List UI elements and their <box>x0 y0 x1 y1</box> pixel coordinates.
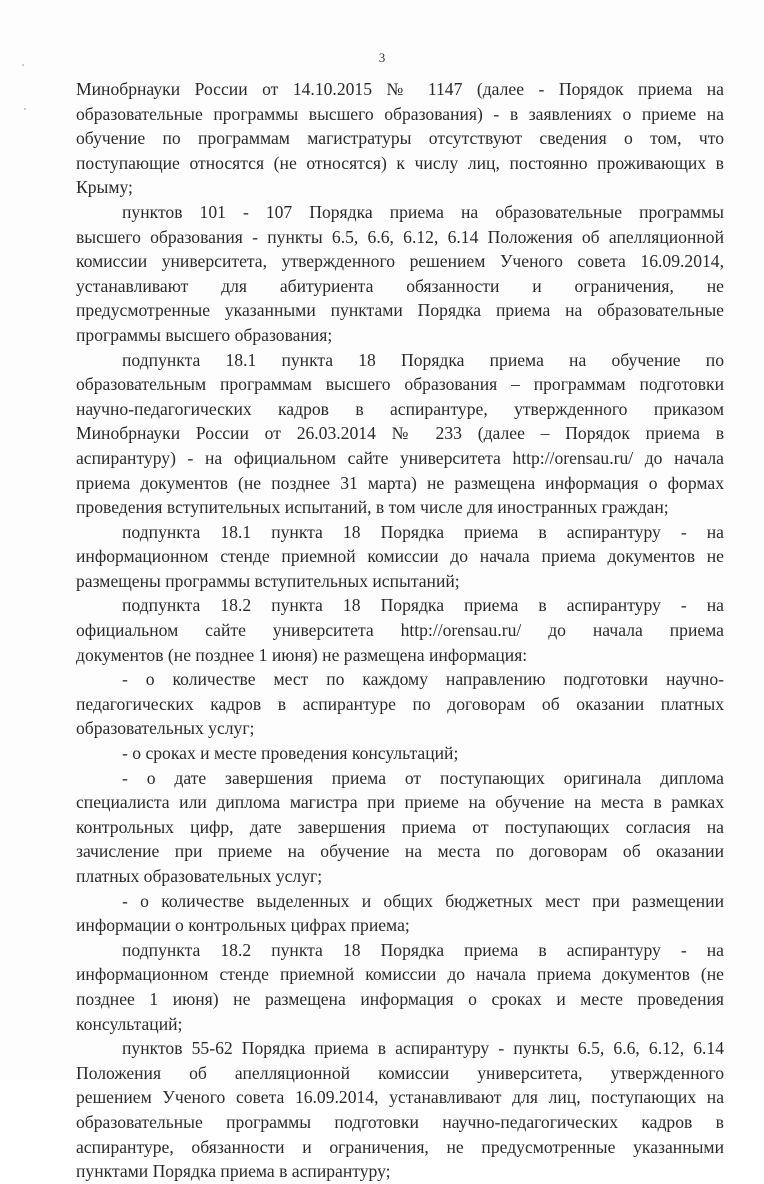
text-line: научно-педагогических кадров в аспирантуре, утвержденного приказом <box>76 398 724 419</box>
scan-speck <box>24 108 26 110</box>
text-line: информационном стенде приемной комиссии до начала приема документов не <box>76 546 724 567</box>
text-line: проведения вступительных испытаний, в том числе для иностранных граждан; <box>76 497 669 518</box>
text-line: - о количестве мест по каждому направлению подготовки научно- <box>122 669 724 690</box>
text-line: аспирантуру) - на официальном сайте университета http://orensau.ru/ до начала <box>76 447 724 468</box>
text-line: Положения об апелляционной комиссии университета, утвержденного <box>76 1062 724 1083</box>
text-line: - о сроках и месте проведения консультаций; <box>122 743 459 764</box>
text-line: поступающие относятся (не относятся) к числу лиц, постоянно проживающих в <box>76 152 724 173</box>
text-line: зачисление при приеме на обучение на места по договорам об оказании <box>76 841 724 862</box>
text-line: Крыму; <box>76 177 133 198</box>
text-line: подпункта 18.1 пункта 18 Порядка приема в аспирантуру - на <box>122 521 724 542</box>
text-line: подпункта 18.2 пункта 18 Порядка приема в аспирантуру - на <box>122 595 724 616</box>
text-line: программы высшего образования; <box>76 324 333 345</box>
text-line: образовательные программы подготовки научно-педагогических кадров в <box>76 1111 724 1132</box>
text-line: образовательных услуг; <box>76 718 255 739</box>
document-body <box>76 77 724 1184</box>
page-number: 3 <box>378 50 386 65</box>
text-line: приема документов (не позднее 31 марта) не размещена информация о формах <box>76 472 724 493</box>
text-line: пунктов 101 - 107 Порядка приема на образовательные программы <box>122 201 724 222</box>
text-line: Минобрнауки России от 26.03.2014 № 233 (далее – Порядок приема в <box>76 423 724 444</box>
text-line: размещены программы вступительных испытаний; <box>76 570 460 591</box>
text-line: информационном стенде приемной комиссии до начала приема документов (не <box>76 964 724 985</box>
text-line: Минобрнауки России от 14.10.2015 № 1147 (далее - Порядок приема на <box>76 79 724 99</box>
text-line: образовательные программы высшего образования) - в заявлениях о приеме на <box>76 103 724 124</box>
text-line: педагогических кадров в аспирантуре по договорам об оказании платных <box>76 693 724 714</box>
text-line: консультаций; <box>76 1013 183 1034</box>
text-line: платных образовательных услуг; <box>76 866 323 886</box>
text-line: подпункта 18.1 пункта 18 Порядка приема на обучение по <box>122 349 724 370</box>
text-line: - о количестве выделенных и общих бюджетных мест при размещении <box>122 890 724 911</box>
text-line: пунктами Порядка приема в аспирантуру; <box>76 1161 391 1182</box>
text-line: официальном сайте университета http://orensau.ru/ до начала приема <box>76 620 724 641</box>
text-line: комиссии университета, утвержденного решением Ученого совета 16.09.2014, <box>76 251 724 272</box>
text-line: аспирантуре, обязанности и ограничения, не предусмотренные указанными <box>76 1136 724 1157</box>
text-line: решением Ученого совета 16.09.2014, устанавливают для лиц, поступающих на <box>76 1087 724 1108</box>
text-line: позднее 1 июня) не размещена информация о сроках и месте проведения <box>76 988 724 1009</box>
text-line: образовательным программам высшего образования – программам подготовки <box>76 374 724 395</box>
text-line: информации о контрольных цифрах приема; <box>76 915 410 936</box>
text-line: документов (не позднее 1 июня) не размещена информация: <box>76 644 528 665</box>
text-line: пунктов 55-62 Порядка приема в аспирантуру - пункты 6.5, 6.6, 6.12, 6.14 <box>122 1038 724 1059</box>
text-line: обучение по программам магистратуры отсутствуют сведения о том, что <box>76 128 724 149</box>
text-line: высшего образования - пункты 6.5, 6.6, 6.12, 6.14 Положения об апелляционной <box>76 226 724 247</box>
text-line: подпункта 18.2 пункта 18 Порядка приема в аспирантуру - на <box>122 939 724 960</box>
text-line: специалиста или диплома магистра при приеме на обучение на места в рамках <box>76 792 724 813</box>
text-line: устанавливают для абитуриента обязанности и ограничения, не <box>76 275 724 296</box>
text-line: предусмотренные указанными пунктами Порядка приема на образовательные <box>76 300 724 321</box>
text-line: - о дате завершения приема от поступающих оригинала диплома <box>122 767 724 788</box>
text-line: контрольных цифр, дате завершения приема от поступающих согласия на <box>76 816 724 837</box>
